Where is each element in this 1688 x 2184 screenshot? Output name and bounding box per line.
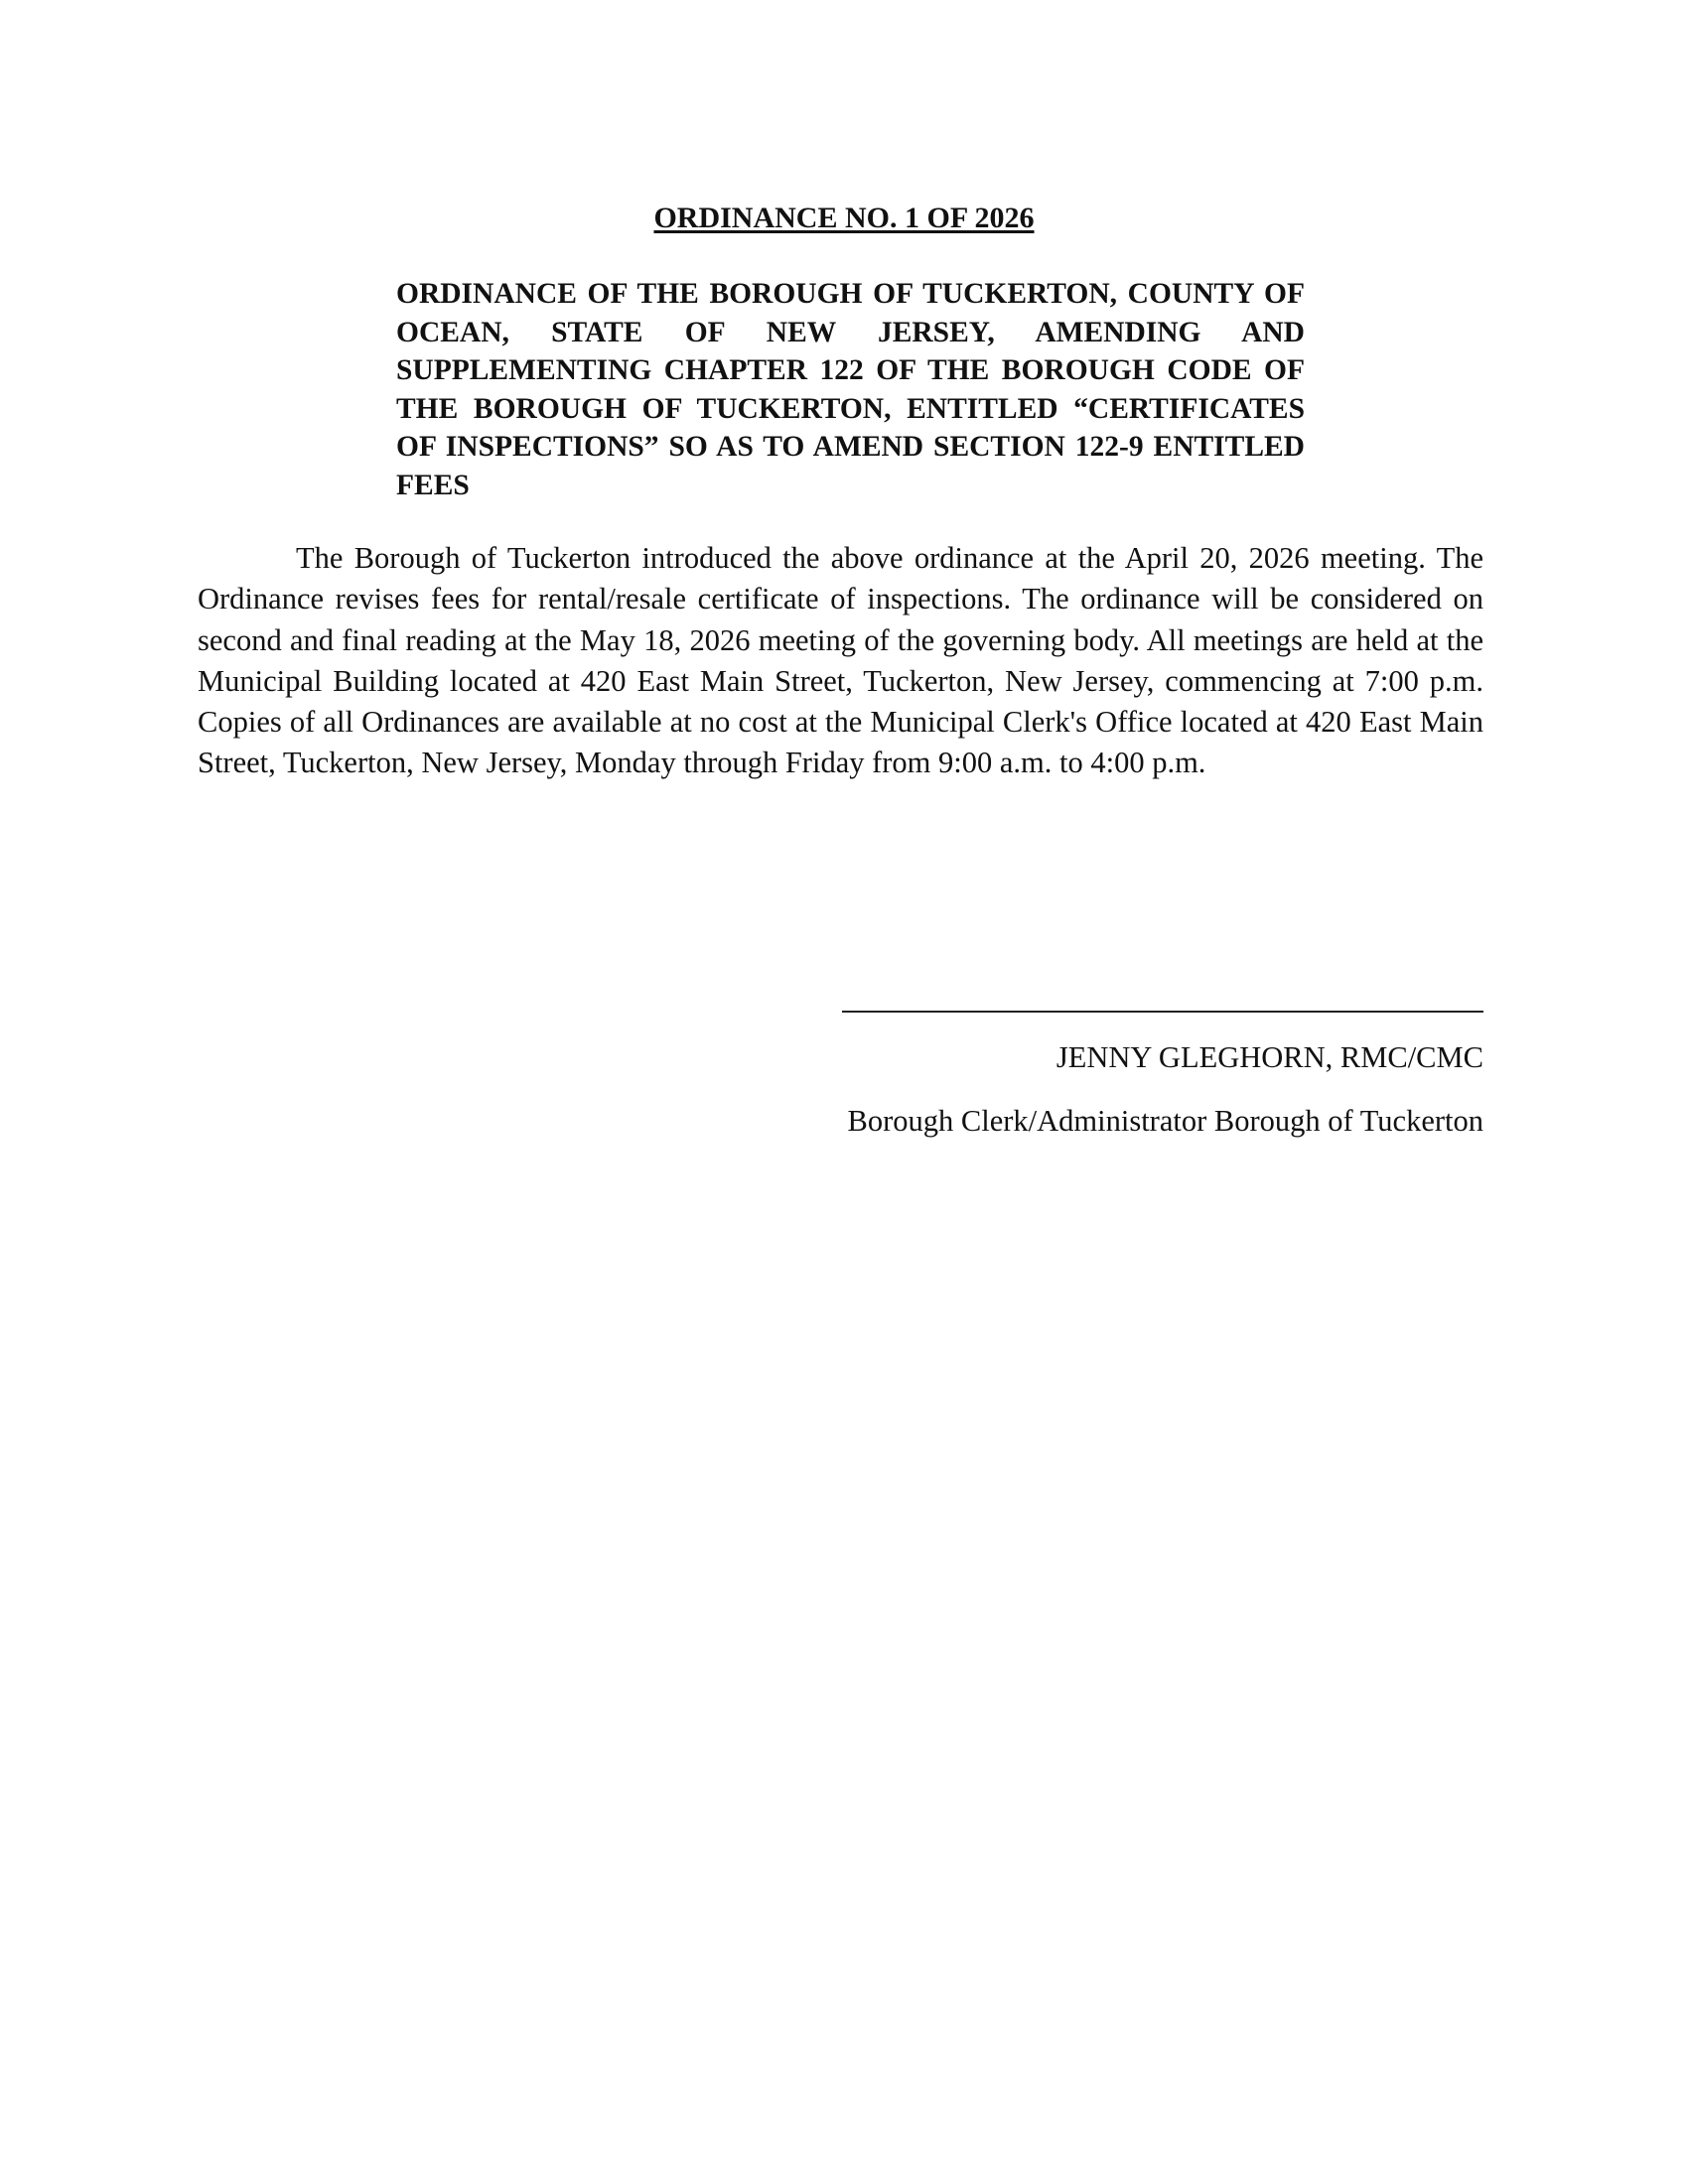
ordinance-body-paragraph: The Borough of Tuckerton introduced the above ordinance at the April 20, 2026 meeting. The Ordinance revises fees for rental/resale certificate of inspections. The ordinance will be considered on second and final reading at the May 18, 2026 meeting of the governing body. All meetings are held at the Municipal Building located at 420 East Main Street, Tuckerton, New Jersey, commencing at 7:00 p.m. Copies of all Ordinances are available at no cost at the Municipal Clerk's Office located at 420 East Main Street, Tuckerton, New Jersey, Monday through Friday from 9:00 a.m. to 4:00 p.m. [198, 541, 1483, 780]
signature-line [842, 1011, 1483, 1013]
ordinance-number-heading: ORDINANCE NO. 1 OF 2026 [653, 202, 1035, 234]
signatory-name: JENNY GLEGHORN, RMC/CMC [1055, 1040, 1483, 1074]
signatory-title: Borough Clerk/Administrator Borough of Tuckerton [847, 1104, 1483, 1138]
ordinance-title: ORDINANCE OF THE BOROUGH OF TUCKERTON, COUNTY OF OCEAN, STATE OF NEW JERSEY, AMENDING AND SUPPLEMENTING CHAPTER 122 OF THE BOROUGH CODE OF THE BOROUGH OF TUCKERTON, ENTITLED “CERTIFICATES OF INSPECTIONS” SO AS TO AMEND SECTION 122-9 ENTITLED FEES [396, 278, 1305, 501]
